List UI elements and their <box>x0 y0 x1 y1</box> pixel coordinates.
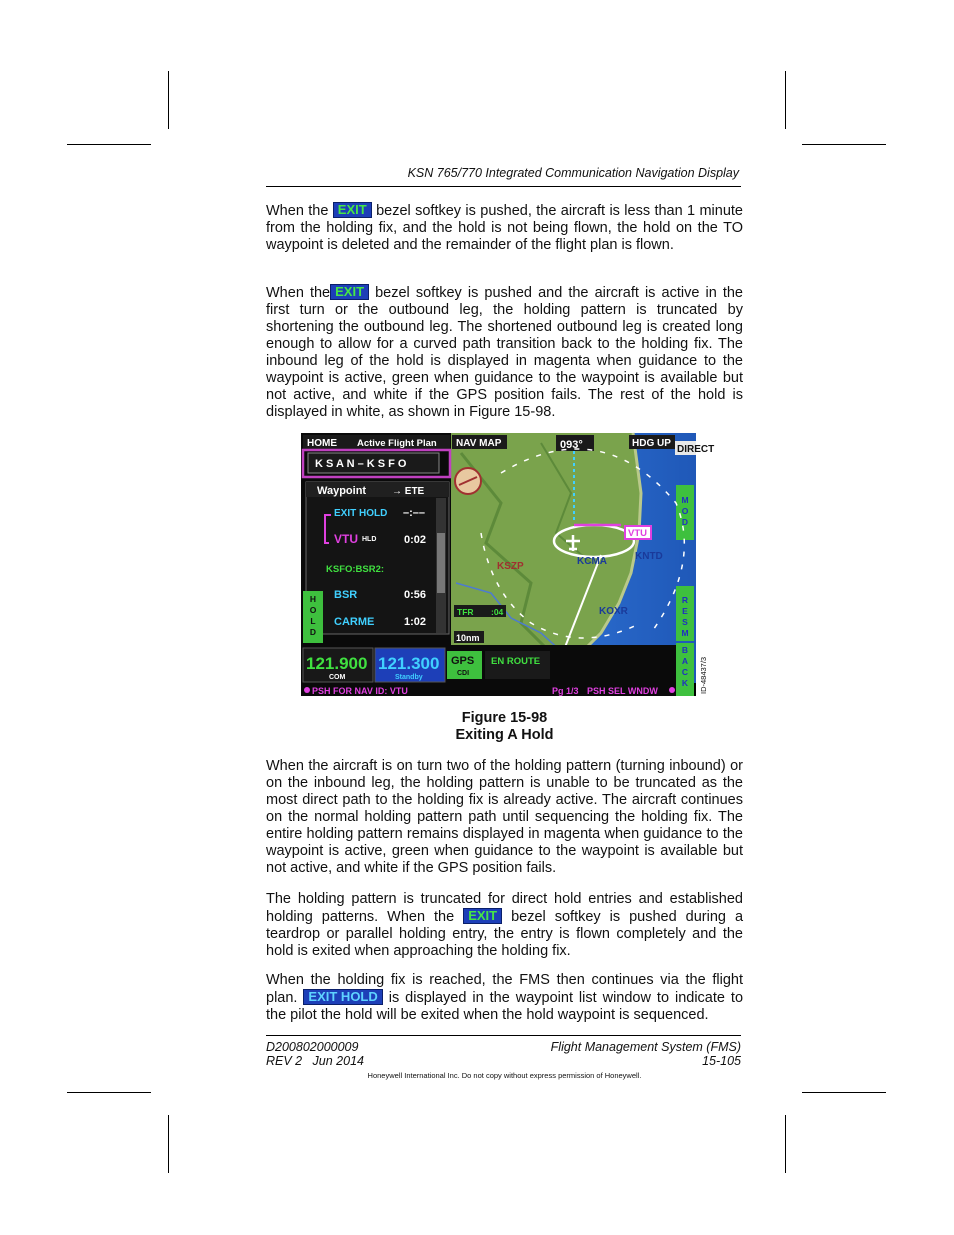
figure-title: Exiting A Hold <box>455 727 554 743</box>
page-indicator: Pg 1/3 <box>552 686 579 696</box>
paragraph-1: When the EXIT bezel softkey is pushed, the aircraft is less than 1 minute from the holding fix, and the hold is not being flown, the hold on the TO waypoint is deleted and the remainder of the flight plan is flown. <box>266 202 743 253</box>
kszp-label: KSZP <box>497 561 524 572</box>
exit-softkey-label: EXIT <box>330 284 369 300</box>
section-title: Flight Management System (FMS) <box>550 1040 741 1054</box>
svg-text:A: A <box>681 656 689 666</box>
svg-text:0:02: 0:02 <box>404 534 427 546</box>
crop-mark <box>785 1115 786 1173</box>
svg-text:HLD: HLD <box>362 536 377 543</box>
svg-text:E: E <box>682 606 688 616</box>
svg-text::04: :04 <box>491 607 504 617</box>
crop-mark <box>168 1115 169 1173</box>
figure-number: Figure 15-98 <box>461 710 548 726</box>
cdi-label: CDI <box>457 670 470 677</box>
hold-key-h: H <box>309 594 317 604</box>
svg-text:O: O <box>309 605 317 615</box>
row-procedure: KSFO:BSR2: <box>326 564 385 575</box>
home-label: HOME <box>307 438 337 449</box>
en-route-label: EN ROUTE <box>491 656 541 667</box>
resm-key: R <box>681 595 689 605</box>
heading-readout: 093° <box>560 439 583 451</box>
revision: REV 2 Jun 2014 <box>266 1054 364 1068</box>
row-bsr: BSR <box>334 589 358 601</box>
footer-rule <box>266 1035 741 1036</box>
standby-frequency: 121.300 <box>378 654 440 673</box>
direct-label: DIRECT <box>677 444 715 455</box>
route-label: K S A N – K S F O <box>315 458 407 470</box>
paragraph-3: When the aircraft is on turn two of the holding pattern (turning inbound) or on the inbound leg, the holding pattern is unable to be truncated as the most direct path to the holding fix is already active. The aircraft continues on the normal holding pattern path until sequencing the holding fix. The entire holding pattern remains displayed in magenta when guidance to the waypoint is active, green when guidance to the waypoint is available but not active, and white if the GPS position fails. <box>266 758 743 876</box>
running-header: KSN 765/770 Integrated Communication Navigation Display <box>407 166 739 180</box>
svg-text:D: D <box>309 627 317 637</box>
svg-text:–:––: –:–– <box>403 507 426 519</box>
back-key: B <box>681 645 689 655</box>
svg-text:O: O <box>681 506 689 516</box>
crop-mark <box>67 1092 151 1093</box>
com-label: COM <box>329 674 346 681</box>
nav-map-label: NAV MAP <box>456 438 502 449</box>
paragraph-5: When the holding fix is reached, the FMS then continues via the flight plan. EXIT HOLD is displayed in the waypoint list window to indicate to the pilot the hold will be exited when the hold waypoint is sequenced. <box>266 972 744 1023</box>
crop-mark <box>802 144 886 145</box>
copyright-notice: Honeywell International Inc. Do not copy without express permission of Honeywell. <box>367 1071 642 1080</box>
exit-hold-label: EXIT HOLD <box>303 989 382 1005</box>
bottom-right-prompt: PSH SEL WNDW <box>587 686 658 696</box>
svg-text:ID-48437/3: ID-48437/3 <box>699 656 708 694</box>
com-frequency: 121.900 <box>306 654 368 673</box>
koxr-label: KOXR <box>599 606 628 617</box>
active-flight-plan-label: Active Flight Plan <box>357 438 437 449</box>
figure-id <box>696 620 710 696</box>
kcma-label: KCMA <box>577 556 607 567</box>
column-ete: → ETE <box>392 486 425 497</box>
standby-label: Standby <box>395 674 423 681</box>
exit-softkey-label: EXIT <box>333 202 372 218</box>
crop-mark <box>168 71 169 129</box>
svg-text:L: L <box>310 616 316 626</box>
svg-text:D: D <box>681 517 689 527</box>
row-exit-hold: EXIT HOLD <box>334 508 388 519</box>
row-carme: CARME <box>334 616 375 628</box>
page-number: 15-105 <box>702 1054 741 1068</box>
svg-text:C: C <box>681 667 689 677</box>
column-waypoint: Waypoint <box>317 485 367 497</box>
crop-mark <box>67 144 151 145</box>
range-label: 10nm <box>456 633 480 643</box>
doc-number: D200802000009 <box>266 1040 359 1054</box>
kntd-label: KNTD <box>635 551 663 562</box>
exit-softkey-label: EXIT <box>463 908 502 924</box>
hdg-up-label: HDG UP <box>632 438 671 449</box>
svg-text:1:02: 1:02 <box>404 616 427 628</box>
row-vtu: VTU <box>334 532 358 546</box>
crop-mark <box>785 71 786 129</box>
svg-text:0:56: 0:56 <box>404 589 427 601</box>
mod-key: M <box>681 495 689 505</box>
paragraph-4: The holding pattern is truncated for direct hold entries and established holding patterns. When the EXIT bezel softkey is pushed during a teardrop or parallel holding entry, the entry is flown completely and the hold is exited when approaching the holding fix. <box>266 891 744 959</box>
paragraph-2: When the EXIT bezel softkey is pushed and the aircraft is active in the first turn or the outbound leg, the holding pattern is truncated by shortening the outbound leg. The shortened outbound leg is created long enough to allow for a curved path transition back to the holding fix. The inbound leg of the hold is displayed in magenta when guidance to the waypoint is active, green when guidance to the waypoint is available but not active, and white if the GPS position fails. The rest of the hold is displayed in white, as shown in Figure 15-98. <box>266 284 743 420</box>
svg-text:M: M <box>681 628 689 638</box>
header-rule <box>266 186 741 187</box>
vtu-map-label: VTU <box>628 528 647 539</box>
crop-mark <box>802 1092 886 1093</box>
bottom-left-prompt: PSH FOR NAV ID: VTU <box>312 686 408 696</box>
tfr-label: TFR <box>457 607 474 617</box>
svg-text:S: S <box>682 617 688 627</box>
svg-text:K: K <box>681 678 689 688</box>
gps-label: GPS <box>451 655 475 667</box>
